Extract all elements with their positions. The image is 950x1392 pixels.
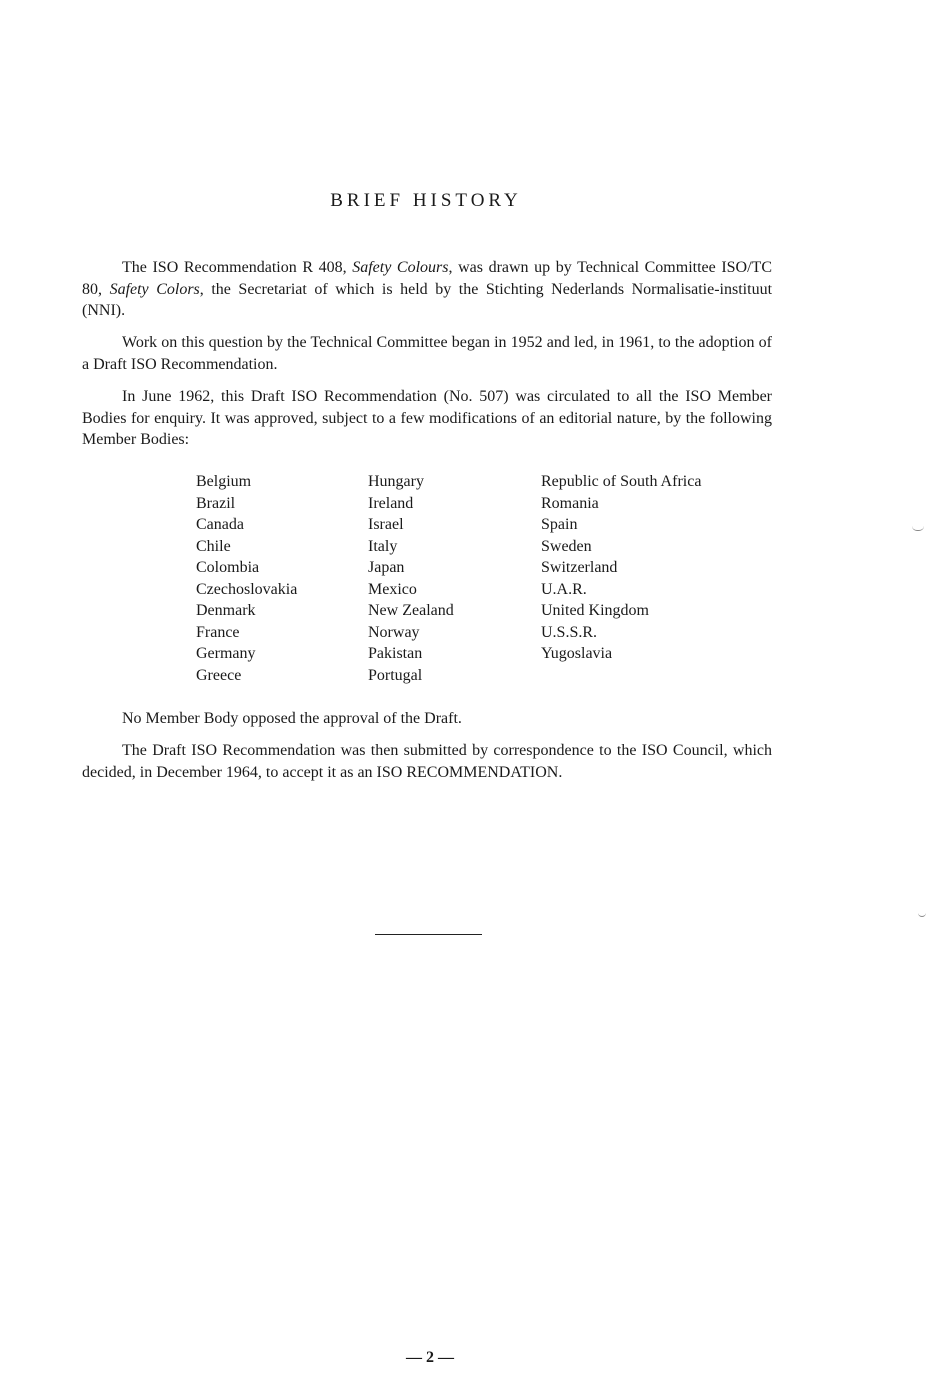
member-bodies-column-1 [196, 471, 396, 686]
member-body-item: Norway [368, 623, 420, 641]
paragraph-work: Work on this question by the Technical Committee began in 1952 and led, in 1961, to the adoption of a Draft ISO Recommendation. [82, 334, 772, 373]
member-body-item: Denmark [196, 602, 256, 619]
scan-mark [912, 526, 924, 531]
paragraph-origin-text-1: The ISO Recommendation R 408, [122, 259, 353, 276]
paragraph-no-opposition: No Member Body opposed the approval of the Draft. [122, 710, 462, 727]
member-body-item: Germany [196, 645, 256, 662]
member-body-item: New Zealand [368, 602, 454, 619]
member-bodies-column-2 [368, 471, 568, 686]
paragraph-enquiry: In June 1962, this Draft ISO Recommendation (No. 507) was circulated to all the ISO Member Bodies for enquiry. It was approved, subject to a few modifications of an editorial nature, by the following Member Bodies: [82, 388, 772, 448]
member-body-item: Yugoslavia [541, 645, 613, 662]
member-body-item: Spain [541, 516, 578, 533]
scan-mark [918, 912, 926, 917]
member-body-item: U.S.S.R. [541, 623, 598, 641]
member-body-item: Colombia [196, 559, 260, 576]
member-body-item: Pakistan [368, 645, 423, 662]
member-body-item: Japan [368, 559, 405, 576]
paragraph-origin [82, 257, 772, 322]
member-body-item: Canada [196, 516, 244, 533]
member-bodies-column-3 [541, 471, 801, 665]
member-body-item: Portugal [368, 666, 423, 684]
member-body-item: Romania [541, 494, 599, 512]
page-number: — 2 — [406, 1349, 454, 1366]
paragraph-council-decision: The Draft ISO Recommendation was then submitted by correspondence to the ISO Council, which decided, in December 1964, to accept it as an ISO RECOMMENDATION. [82, 742, 772, 781]
paragraph-origin-text-2: , was drawn up by Technical Committee ISO/TC 80, [82, 259, 773, 298]
member-body-item: Italy [368, 537, 398, 555]
member-body-item: Chile [196, 537, 231, 555]
recommendation-title: Safety Colours [352, 259, 449, 276]
member-body-item: United Kingdom [541, 602, 649, 619]
member-body-item: Czechoslovakia [196, 580, 298, 598]
member-body-item: Brazil [196, 494, 236, 512]
member-body-item: Switzerland [541, 559, 618, 576]
committee-title: Safety Colors [109, 280, 200, 298]
member-body-item: Hungary [368, 473, 424, 490]
member-body-item: Republic of South Africa [541, 473, 702, 490]
member-body-item: Greece [196, 666, 242, 684]
page-title: BRIEF HISTORY [330, 190, 522, 211]
member-body-item: Ireland [368, 494, 414, 512]
member-body-item: U.A.R. [541, 580, 587, 598]
section-divider [375, 934, 482, 935]
member-body-item: Sweden [541, 537, 592, 555]
paragraph-origin-text-3: , the Secretariat of which is held by the Stichting Nederlands Normalisatie-instituut (NNI). [82, 280, 773, 319]
member-body-item: France [196, 623, 240, 641]
member-body-item: Belgium [196, 473, 252, 490]
member-body-item: Israel [368, 516, 404, 533]
member-body-item: Mexico [368, 580, 417, 598]
